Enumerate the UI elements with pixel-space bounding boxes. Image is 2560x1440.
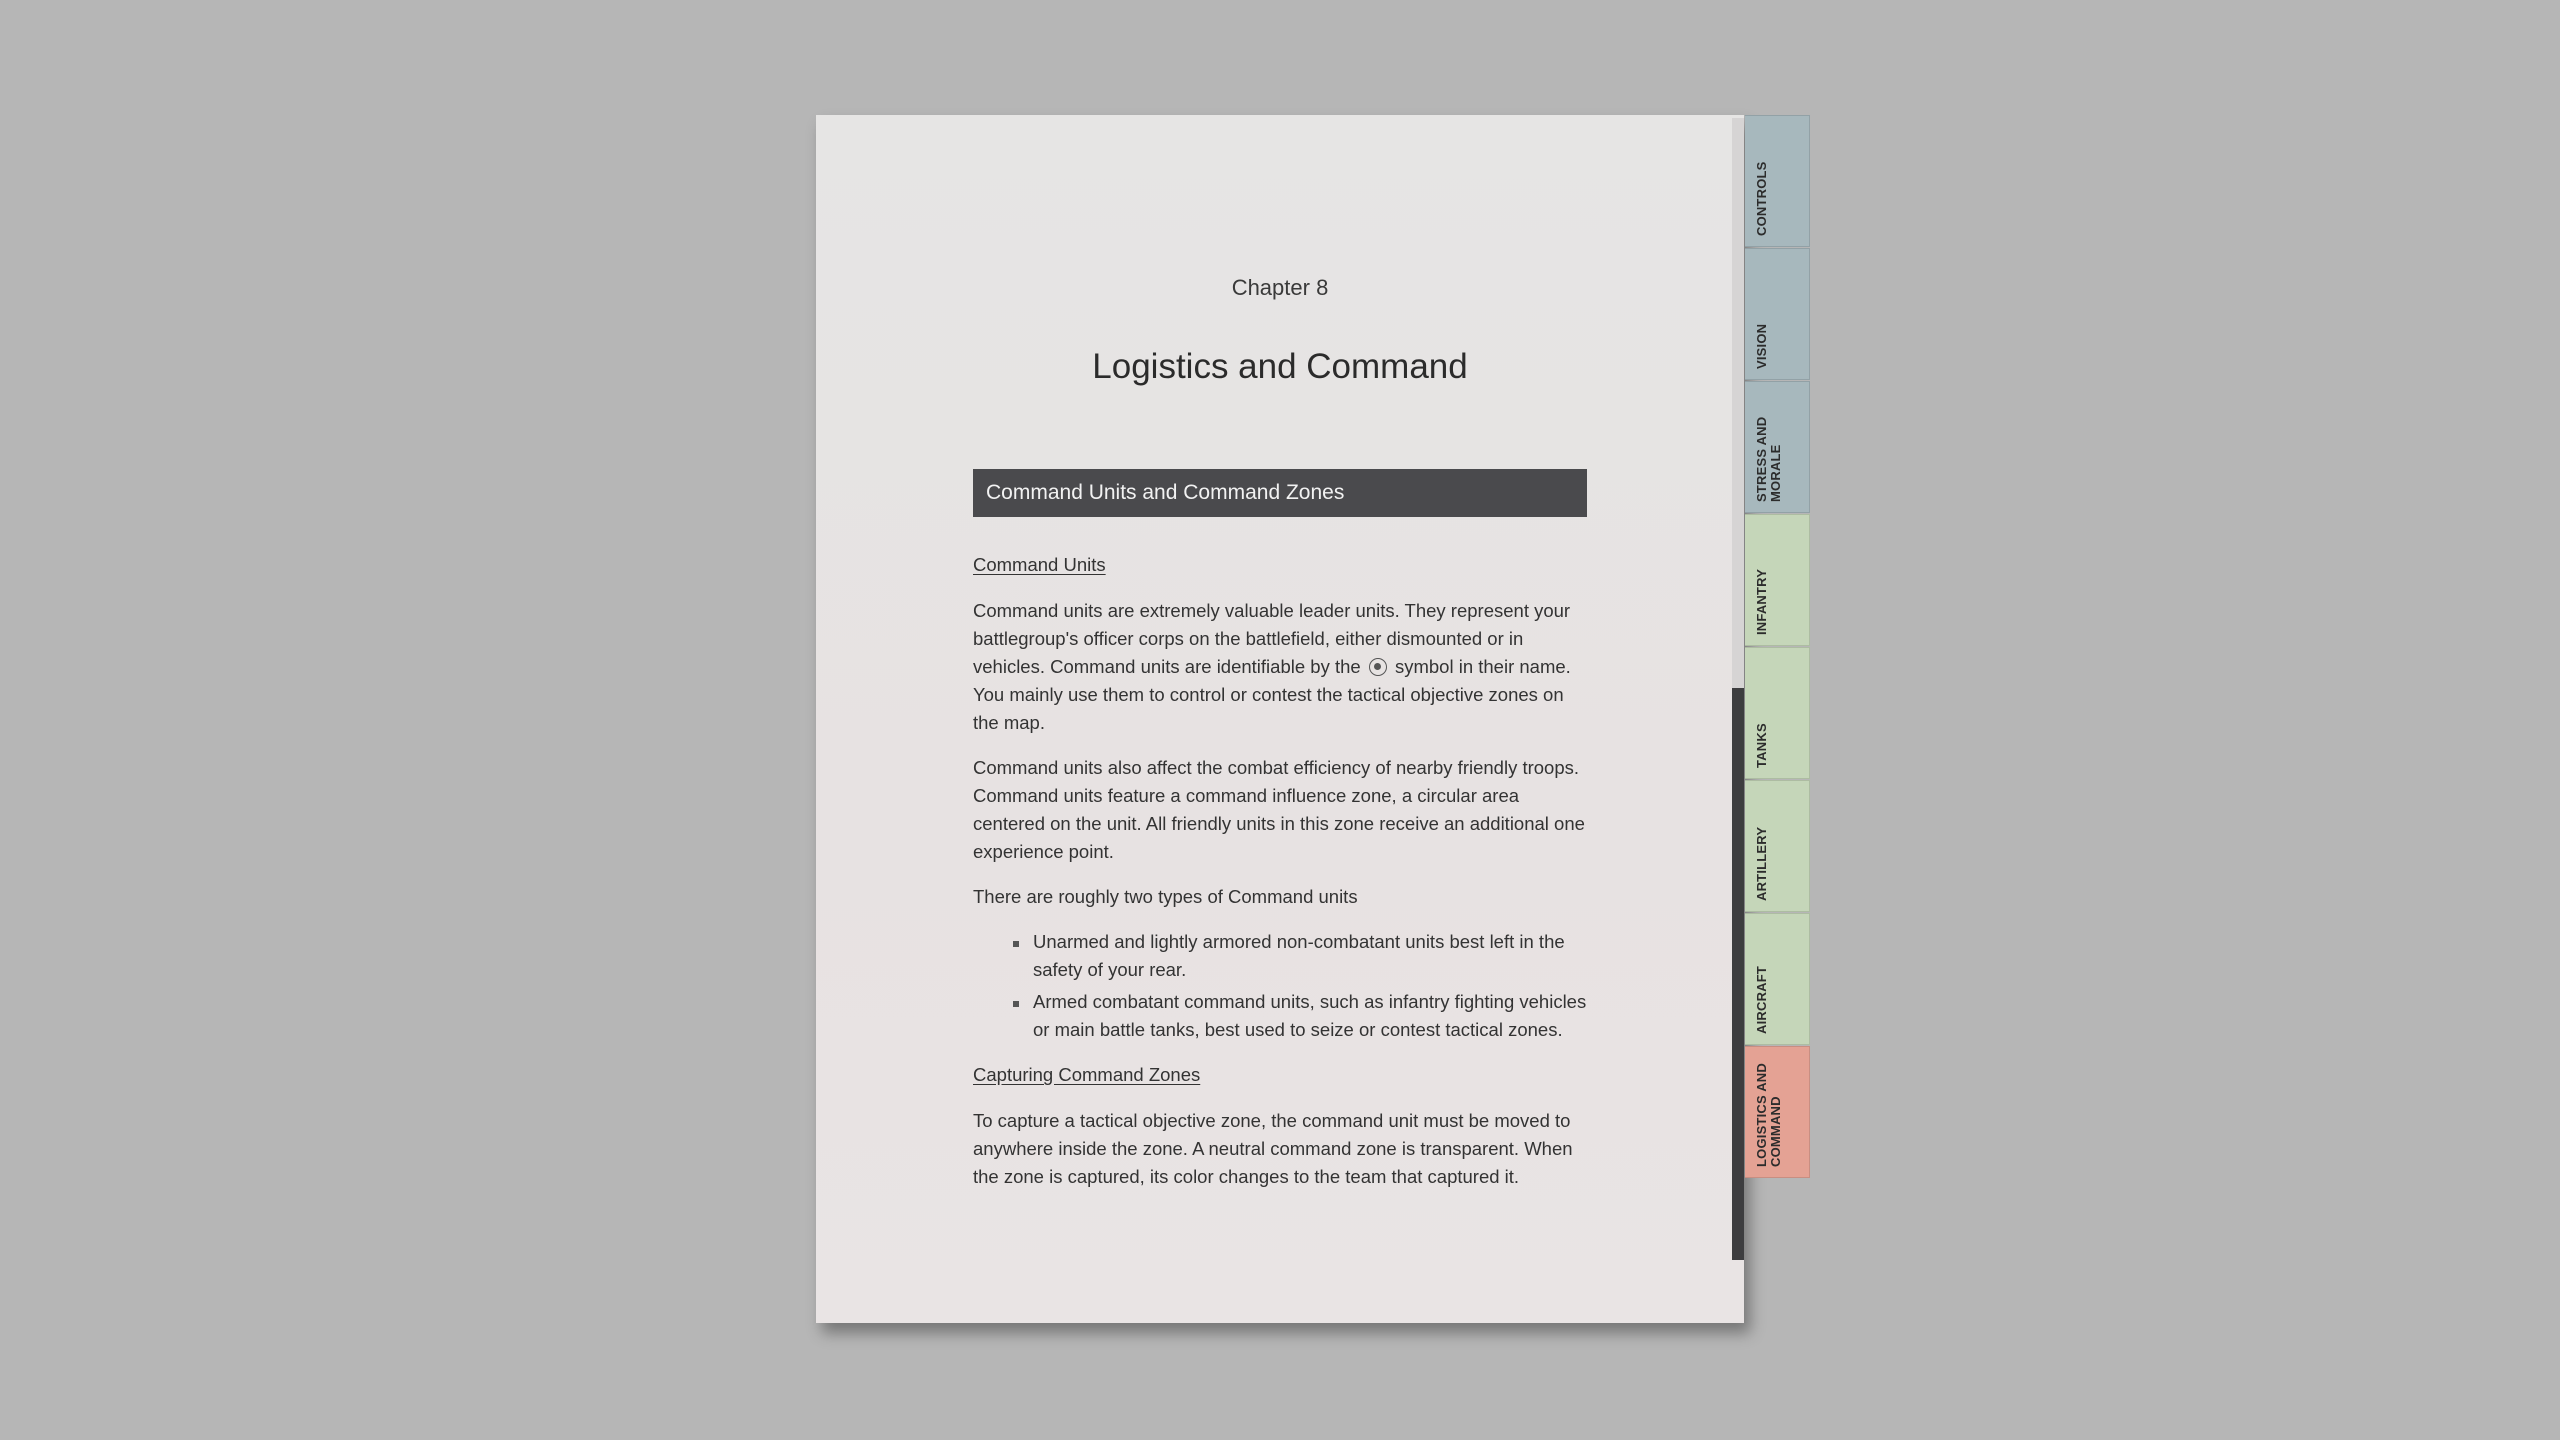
tab-label: INFANTRY (1754, 568, 1769, 635)
bullet-list (973, 928, 1587, 1044)
tab-label: VISION (1754, 323, 1769, 369)
paragraph (973, 597, 1587, 737)
tab-label: ARTILLERY (1754, 826, 1769, 901)
page-scrollbar[interactable] (1732, 118, 1744, 1260)
paragraph: To capture a tactical objective zone, the command unit must be moved to anywhere inside the zone. A neutral command zone is transparent. When the zone is captured, its color changes to the team that captured it. (973, 1110, 1573, 1187)
command-unit-symbol-icon (1369, 658, 1387, 676)
scrollbar-thumb[interactable] (1732, 688, 1744, 1260)
tab-logistics-and-command[interactable] (1745, 1046, 1810, 1178)
scrollbar-track[interactable] (1732, 118, 1744, 688)
list-item (1013, 928, 1587, 984)
subsection-heading-command-units: Command Units (973, 554, 1106, 575)
manual-page (816, 115, 1744, 1323)
paragraph-text: Command units are extremely valuable leader units. They represent your battlegroup's officer corps on the battlefield, either dismounted or in vehicles. Command units are identifiable by the (973, 600, 1571, 677)
bullet-icon (1013, 1001, 1019, 1007)
chapter-tabs (1745, 115, 1812, 1179)
tab-label: LOGISTICS AND COMMAND (1754, 1063, 1783, 1167)
page-content (973, 469, 1587, 1208)
tab-controls[interactable] (1745, 115, 1810, 247)
subsection-heading-capturing-zones: Capturing Command Zones (973, 1064, 1201, 1085)
bullet-icon (1013, 941, 1019, 947)
tab-label: TANKS (1754, 723, 1769, 768)
paragraph-text: symbol in their name. You mainly use them to control or contest the tactical objective zones on the map. (973, 656, 1571, 733)
list-item (1013, 988, 1587, 1044)
tab-label: CONTROLS (1754, 161, 1769, 236)
tab-stress-and-morale[interactable] (1745, 381, 1810, 513)
paragraph: There are roughly two types of Command units (973, 886, 1358, 907)
tab-artillery[interactable] (1745, 780, 1810, 912)
tab-tanks[interactable] (1745, 647, 1810, 779)
tab-infantry[interactable] (1745, 514, 1810, 646)
section-header: Command Units and Command Zones (973, 469, 1587, 517)
list-item-text: Armed combatant command units, such as infantry fighting vehicles or main battle tanks, best used to seize or contest tactical zones. (1033, 991, 1587, 1040)
list-item-text: Unarmed and lightly armored non-combatant units best left in the safety of your rear. (1033, 931, 1565, 980)
tab-label: STRESS AND MORALE (1754, 416, 1783, 502)
chapter-label: Chapter 8 (1231, 275, 1329, 300)
chapter-title: Logistics and Command (1092, 347, 1468, 386)
paragraph: Command units also affect the combat efficiency of nearby friendly troops. Command units feature a command influence zone, a circular area centered on the unit. All friendly units in this zone receive an additional one experience point. (973, 757, 1585, 862)
tab-vision[interactable] (1745, 248, 1810, 380)
tab-aircraft[interactable] (1745, 913, 1810, 1045)
tab-label: AIRCRAFT (1754, 965, 1769, 1034)
